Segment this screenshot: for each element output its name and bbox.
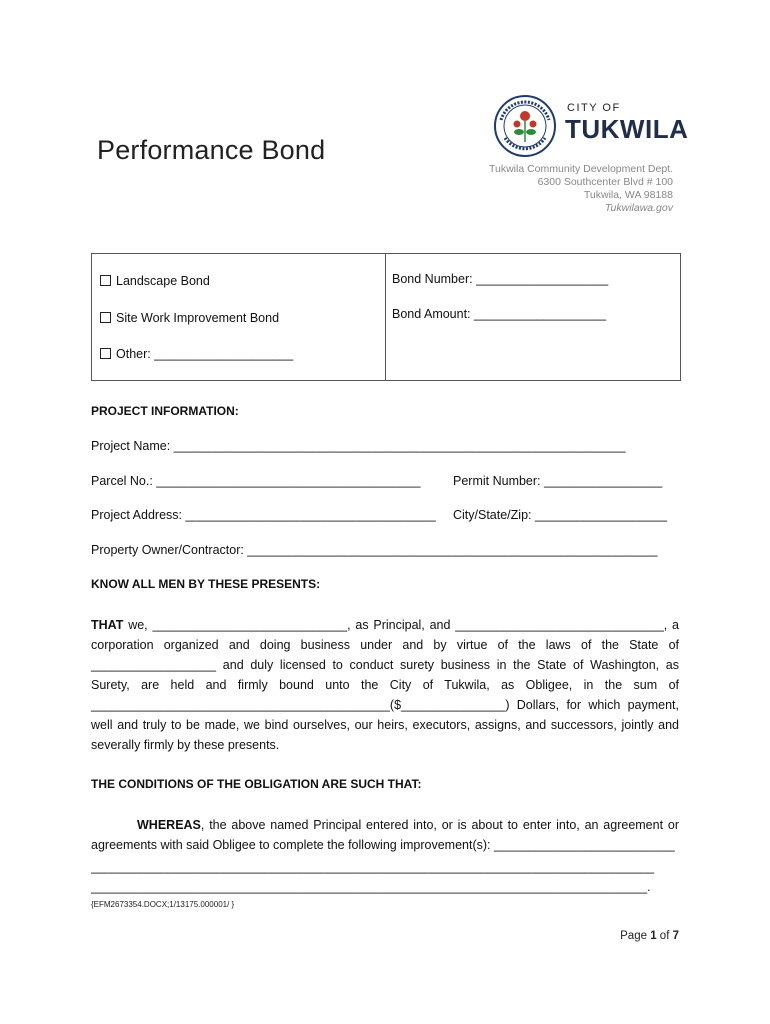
improvement-line-3[interactable]: ________________________________________________________________________________.	[91, 880, 651, 894]
that-lead: THAT	[91, 618, 124, 632]
site-work-bond-option[interactable]	[100, 311, 279, 325]
project-info-heading: PROJECT INFORMATION:	[91, 404, 239, 418]
logo-city-of: CITY OF	[567, 102, 621, 114]
bond-number-field[interactable]: Bond Number: ___________________	[392, 272, 609, 286]
bond-type-box	[91, 253, 681, 381]
landscape-bond-label: Landscape Bond	[116, 274, 210, 288]
other-bond-label: Other: ____________________	[116, 347, 294, 361]
page-label: Page	[620, 930, 651, 942]
dept-address	[489, 163, 673, 215]
city-seal-icon	[493, 94, 557, 158]
that-text: we, ____________________________, as Principal, and ______________________________, a corporation organized and doing business under and by virtue of the laws of the State of __________________ and duly licensed to conduct surety business in the State of Washington, as Surety, are held and firmly bound unto the City of Tukwila, as Obligee, in the sum of ___________________________________________($_______________) Dollars, for which payment, well and truly to be made, we bind ourselves, our heirs, executors, assigns, and successors, jointly and severally firmly by these presents.	[91, 618, 679, 752]
whereas-lead: WHEREAS	[137, 818, 201, 832]
site-work-bond-checkbox[interactable]	[100, 312, 111, 323]
box-divider	[385, 254, 386, 380]
know-all-men-heading: KNOW ALL MEN BY THESE PRESENTS:	[91, 577, 321, 591]
project-address-field[interactable]: Project Address: ____________________________________	[91, 508, 436, 522]
bond-amount-field[interactable]: Bond Amount: ___________________	[392, 307, 607, 321]
address-web: Tukwilawa.gov	[604, 202, 673, 214]
parcel-no-field[interactable]: Parcel No.: ______________________________________	[91, 474, 421, 488]
permit-number-field[interactable]: Permit Number: _________________	[453, 474, 663, 488]
conditions-heading: THE CONDITIONS OF THE OBLIGATION ARE SUCH THAT:	[91, 777, 422, 791]
address-street: 6300 Southcenter Blvd # 100	[537, 176, 673, 188]
city-state-zip-field[interactable]: City/State/Zip: ___________________	[453, 508, 668, 522]
project-name-field[interactable]: Project Name: _________________________________________________________________	[91, 439, 626, 453]
landscape-bond-option[interactable]	[100, 274, 210, 288]
address-city: Tukwila, WA 98188	[583, 189, 673, 201]
whereas-text: , the above named Principal entered into, or is about to enter into, an agreement or agreements with said Obligee to complete the following improvement(s): __________________________	[91, 818, 679, 852]
page-current: 1	[650, 930, 657, 942]
page-number	[620, 930, 679, 942]
document-reference: {EFM2673354.DOCX;1/13175.000001/ }	[91, 900, 235, 909]
improvement-line-2[interactable]: _________________________________________________________________________________	[91, 860, 655, 874]
site-work-bond-label: Site Work Improvement Bond	[116, 311, 280, 325]
that-paragraph	[91, 615, 679, 755]
address-dept: Tukwila Community Development Dept.	[488, 163, 673, 175]
logo-city-name: TUKWILA	[565, 114, 689, 144]
landscape-bond-checkbox[interactable]	[100, 275, 111, 286]
page-total: 7	[672, 930, 679, 942]
page-of: of	[656, 930, 673, 942]
whereas-paragraph	[91, 815, 679, 855]
property-owner-field[interactable]: Property Owner/Contractor: ___________________________________________________________	[91, 543, 658, 557]
other-bond-option[interactable]	[100, 347, 293, 361]
document-title: Performance Bond	[97, 135, 326, 165]
city-logo	[493, 94, 689, 160]
other-bond-checkbox[interactable]	[100, 348, 111, 359]
